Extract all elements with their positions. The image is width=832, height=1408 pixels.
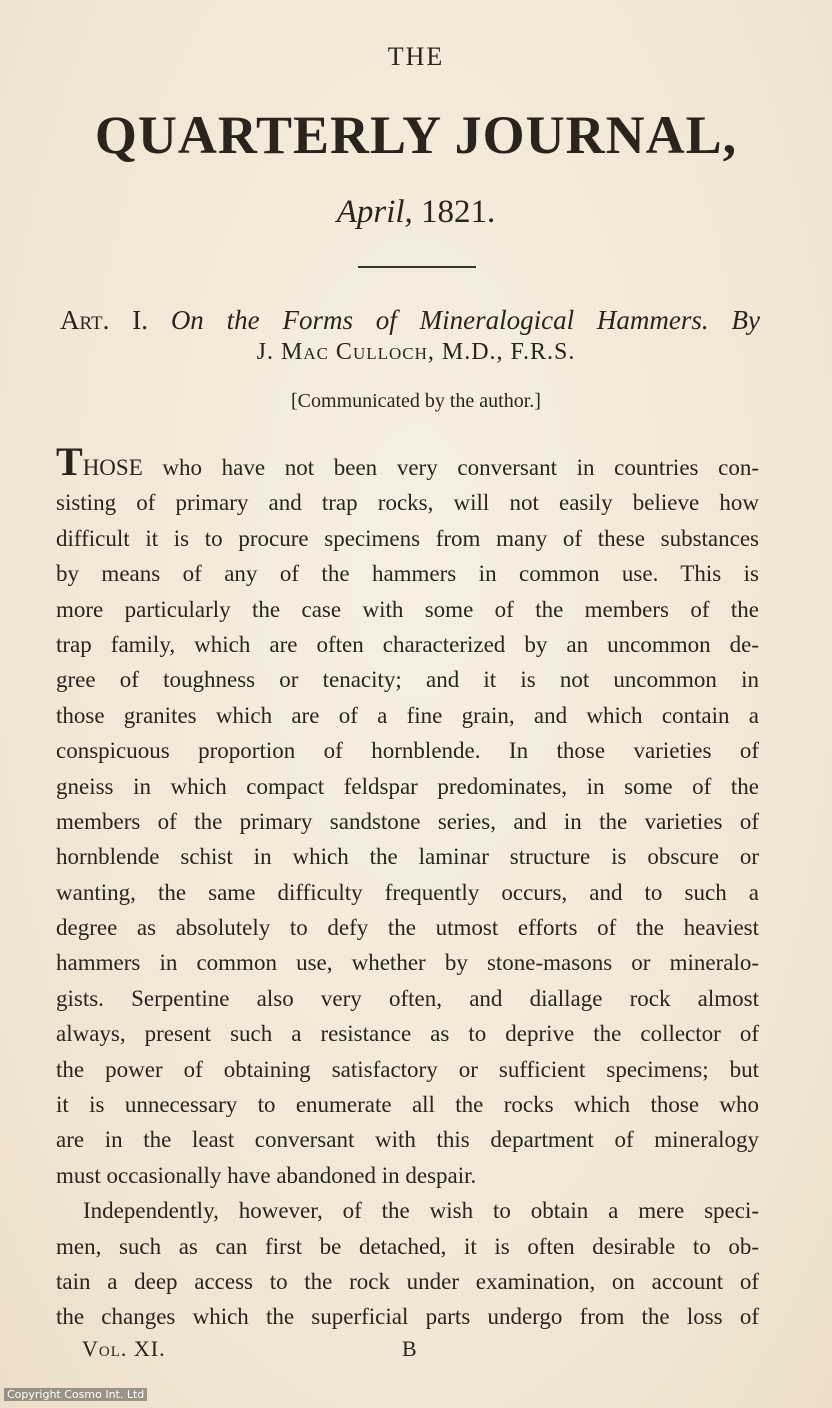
- body-line: [56, 439, 759, 485]
- body-line: hornblende schist in which the laminar structure is obscure or: [56, 844, 759, 870]
- body-line: those granites which are of a fine grain, and which contain a: [56, 702, 759, 728]
- body-line: gneiss in which compact feldspar predominates, in some of the: [56, 773, 759, 799]
- body-line: it is unnecessary to enumerate all the rocks which those who: [56, 1092, 759, 1118]
- drop-cap: T: [56, 439, 83, 484]
- body-line: difficult it is to procure specimens from many of these substances: [56, 525, 759, 551]
- issue-year: 1821.: [421, 194, 496, 230]
- issue-date: [0, 194, 832, 231]
- body-line: hammers in common use, whether by stone-masons or mineralo-: [56, 950, 759, 976]
- body-line: trap family, which are often characterized by an uncommon de-: [56, 631, 759, 657]
- issue-month: April,: [336, 194, 413, 230]
- article-communicated: [Communicated by the author.]: [291, 390, 541, 412]
- article-author: J. Mac Culloch, M.D., F.R.S.: [256, 339, 576, 365]
- body-line: sisting of primary and trap rocks, will not easily believe how: [56, 490, 759, 516]
- body-line: conspicuous proportion of hornblende. In those varieties of: [56, 738, 759, 764]
- copyright-watermark: Copyright Cosmo Int. Ltd: [4, 1388, 147, 1401]
- article-heading: [60, 305, 760, 336]
- body-line: men, such as can first be detached, it is often desirable to ob-: [56, 1233, 759, 1259]
- article-body: [56, 439, 759, 1335]
- body-line: members of the primary sandstone series, and in the varieties of: [56, 808, 759, 834]
- body-line: gists. Serpentine also very often, and diallage rock almost: [56, 985, 759, 1011]
- footer-signature: B: [402, 1336, 417, 1361]
- body-line: Independently, however, of the wish to obtain a mere speci-: [83, 1198, 759, 1224]
- body-line: the power of obtaining satisfactory or sufficient specimens; but: [56, 1056, 759, 1082]
- header-the: THE: [387, 42, 445, 71]
- journal-title: QUARTERLY JOURNAL,: [94, 105, 738, 165]
- body-line: degree as absolutely to defy the utmost efforts of the heaviest: [56, 915, 759, 941]
- body-line: wanting, the same difficulty frequently occurs, and to such a: [56, 879, 759, 905]
- title-divider: [358, 266, 476, 268]
- body-line: by means of any of the hammers in common use. This is: [56, 561, 759, 587]
- article-number: Art. I.: [60, 305, 148, 335]
- body-line: more particularly the case with some of the members of the: [56, 596, 759, 622]
- body-line: always, present such a resistance as to deprive the collector of: [56, 1021, 759, 1047]
- body-line: the changes which the superficial parts undergo from the loss of: [56, 1304, 759, 1330]
- body-line: gree of toughness or tenacity; and it is not uncommon in: [56, 667, 759, 693]
- article-by: By: [731, 305, 761, 335]
- article-title: On the Forms of Mineralogical Hammers.: [170, 305, 709, 335]
- body-line: tain a deep access to the rock under examination, on account of: [56, 1268, 759, 1294]
- footer-volume: Vol. XI.: [82, 1336, 166, 1361]
- body-line: are in the least conversant with this department of mineralogy: [56, 1127, 759, 1153]
- body-line-text: HOSE who have not been very conversant in countries con-: [82, 455, 759, 480]
- body-line: must occasionally have abandoned in despair.: [56, 1162, 477, 1188]
